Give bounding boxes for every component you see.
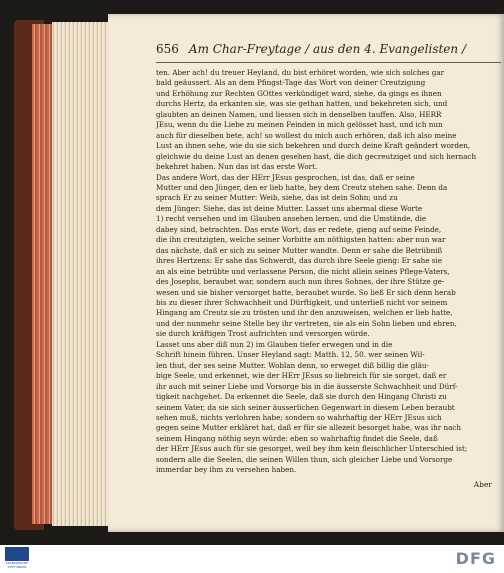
viewer-footer: [0, 545, 504, 573]
text-line: tigkeit nachgehet. Da erkennet die Seele, daß sie durch den Hingang Christi zu: [156, 392, 447, 402]
text-line: 1) recht versehen und im Glauben ansehen lernen, und die Umstände, die: [156, 214, 427, 224]
text-line: sie durch kräftigen Trost aufrichten und versorgen würde.: [156, 329, 370, 339]
book-page: [108, 14, 504, 532]
text-line: Hingang am Creutz sie zu trösten und ihr den anzuweisen, welchen er lieb hatte,: [156, 308, 453, 318]
text-line: bekehret haben. Nun das ist das erste Wort.: [156, 162, 318, 172]
text-line: bis zu dieser ihrer Schwachheit und Dürftigkeit, und unterließ nicht vor seinem: [156, 297, 448, 307]
page-text: [156, 68, 501, 476]
text-line: des Josephs, beraubet war, sondern auch nun ihres Sohnes, der ihre Stütze ge-: [156, 277, 445, 287]
logo-emblem-icon: [5, 547, 29, 561]
text-line: dem Jünger: Siehe, das ist deine Mutter. Lasset uns abermal diese Worte: [156, 203, 423, 213]
text-line: seinem Vater, da sie sich seiner äusserlichen Gegenwart in diesem Leben beraubt: [156, 402, 455, 412]
text-line: und Erhöhung zur Rechten GOttes verkündiget ward, siehe, da gings es ihnen: [156, 88, 442, 98]
dfg-logo[interactable]: DFG: [455, 549, 496, 568]
text-line: gegen seine Mutter erkläret hat, daß er für sie allezeit besorget habe, was ihr nach: [156, 423, 462, 433]
text-line: auch für dieselben bete, ach! so wollest du mich auch erhören, daß ich also meine: [156, 130, 457, 140]
logo-text: FRANCKESCHE STIFTUNGEN: [5, 561, 29, 569]
header-rule: [156, 62, 501, 63]
text-line: sprach Er zu seiner Mutter: Weib, siehe, das ist dein Sohn; und zu: [156, 193, 398, 203]
text-line: Lust an ihnen sehe, wie du sie sich bekehren und durch deine Kraft geändert worden,: [156, 141, 471, 151]
page-edges: [52, 22, 112, 526]
text-line: ihres Hertzens: Er sahe das Schwerdt, das durch ihre Seele gieng: Er sahe sie: [156, 256, 443, 266]
text-line: bald geäussert. Als an dem Pfingst-Tage das Wort von deiner Creutzigung: [156, 78, 426, 88]
franckesche-stiftungen-logo[interactable]: [4, 547, 30, 571]
text-line: durchs Hertz, da erkanten sie, was sie gethan hatten, und bekehreten sich, und: [156, 99, 448, 109]
page-number: 656: [156, 42, 179, 56]
text-line: an als eine betrübte und verlassene Person, die nicht allein seines Pflege-Vaters,: [156, 266, 450, 276]
text-line: JEsu, wenn du die Liebe zu meinen Feinden in mich gelösset hast, und ich nun: [156, 120, 443, 130]
running-title: Am Char-Freytage / aus den 4. Evangelisten /: [188, 42, 466, 56]
text-line: Mutter und den Jünger, den er lieb hatte, bey dem Creutz stehen sahe. Denn da: [156, 182, 448, 192]
text-line: sehen muß, nichts verlohren habe; sondern so wahrhaftig der HErr JEsus sich: [156, 412, 442, 422]
text-line: bige Seele, und erkennet, wie der HErr JEsus so liebreich für sie sorget, daß er: [156, 371, 447, 381]
text-line: ihr auch mit seiner Liebe und Vorsorge bis in die äusserste Schwachheit und Dürf-: [156, 381, 458, 391]
page-edges-red: [32, 24, 52, 524]
text-line: Lasset uns aber diß nun 2) im Glauben tiefer erwegen und in die: [156, 339, 393, 349]
text-line: gleichwie du deine Lust an denen gesehen hast, die dich gecreutziget und sich hernach: [156, 151, 477, 161]
text-line: wesen und sie bisher versorget hatte, beraubet wurde. So ließ Er sich denn herab: [156, 287, 456, 297]
catchword: Aber: [473, 480, 492, 489]
text-line: glaubten an deinen Namen, und liessen sich in denselben tauffen. Also, HERR: [156, 109, 442, 119]
text-line: der HErr JEsus auch für sie gesorget, weil bey ihm kein fleischlicher Unterschied ist;: [156, 444, 468, 454]
text-line: dabey sind, betrachten. Das erste Wort, das er redete, gieng auf seine Feinde,: [156, 224, 442, 234]
text-line: ten. Aber ach! du treuer Heyland, du bist erhöret worden, wie sich solches gar: [156, 68, 445, 77]
text-line: das nächste, daß er sich zu seiner Mutter wandte. Denn er sahe die Betrübniß: [156, 245, 443, 255]
text-line: die ihn creutzigten, welche seiner Vorbitte am nöthigsten hatten: aber nun war: [156, 235, 446, 245]
text-line: Schrift hinein führen. Unser Heyland sagt: Matth. 12, 50. wer seinen Wil-: [156, 350, 425, 360]
page-header: [156, 42, 496, 56]
text-line: und der nunmehr seine Stelle bey ihr vertreten, sie als ein Sohn lieben und ehren,: [156, 318, 457, 328]
text-line: Das andere Wort, das der HErr JEsus gesprochen, ist das, daß er seine: [156, 172, 415, 182]
text-line: sondern alle die Seelen, die seinen Willen thun, sich gleicher Liebe und Vorsorge: [156, 454, 453, 464]
text-line: seinem Hingang nöthig seyn würde: eben so wahrhaftig findet die Seele, daß: [156, 433, 438, 443]
text-line: len thut, der ses seine Mutter. Woblan denn, so erweget diß billig die gläu-: [156, 360, 429, 370]
text-line: immerdar bey ihm zu versehen haben.: [156, 465, 297, 475]
